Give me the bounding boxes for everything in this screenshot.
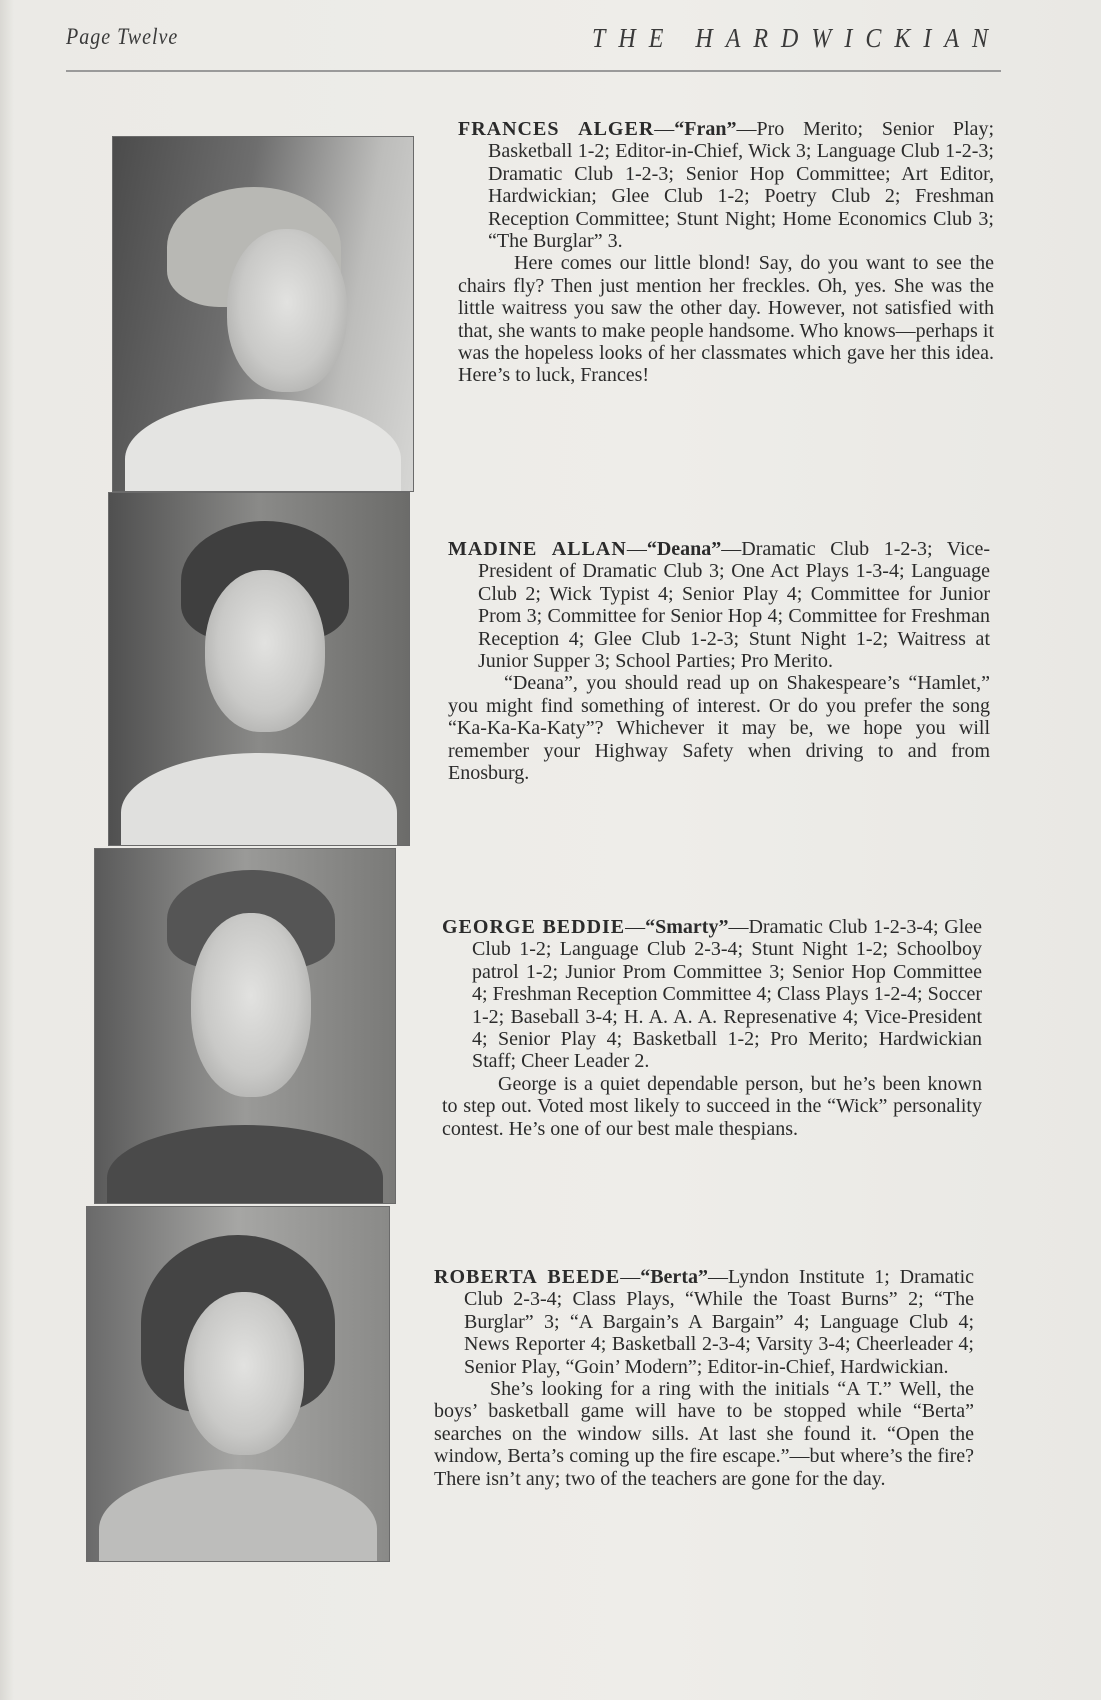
dash: — bbox=[736, 118, 757, 140]
face-shape bbox=[227, 229, 347, 392]
shoulders-shape bbox=[99, 1469, 377, 1562]
entry-bio: Here comes our little blond! Say, do you want to see the chairs fly? Then just mention her freckles. Oh, yes. She was the little waitress you saw the other day. However, not satisfied with that, she wants to make people handsome. Who knows—perhaps it was the hopeless looks of her classmates which gave her this idea. Here’s to luck, Frances! bbox=[458, 252, 994, 387]
dash: — bbox=[620, 1266, 641, 1288]
dash: — bbox=[707, 1266, 728, 1288]
activities-text: Lyndon Institute 1; Dramatic Club 2-3-4; Class Plays, “While the Toast Burns” 2; “The Burglar” 3; “A Bargain’s A Bargain” 4; Language Club 4; News Reporter 4; Basketball 2-3-4; Varsity 3-4; Cheerleader 4; Senior Play, “Goin’ Modern”; Editor-in-Chief, Hardwickian. bbox=[464, 1266, 974, 1378]
face-shape bbox=[205, 570, 325, 732]
student-name: MADINE ALLAN bbox=[448, 538, 627, 560]
entry-roberta-beede bbox=[434, 1266, 974, 1490]
dash: — bbox=[721, 538, 742, 560]
student-nickname: “Smarty” bbox=[645, 916, 729, 938]
shoulders-shape bbox=[107, 1125, 383, 1204]
shoulders-shape bbox=[125, 399, 401, 492]
entry-george-beddie bbox=[442, 916, 982, 1140]
entry-bio: George is a quiet dependable person, but he’s been known to step out. Voted most likely to succeed in the “Wick” personality contest. He’s one of our best male thespians. bbox=[442, 1072, 982, 1140]
face-shape bbox=[184, 1292, 305, 1455]
page-header bbox=[66, 22, 1001, 62]
activities-text: Pro Merito; Senior Play; Basketball 1-2; Editor-in-Chief, Wick 3; Language Club 1-2-3; Dramatic Club 1-2-3; Senior Hop Committee; Art Editor, Hardwickian; Glee Club 1-2; Poetry Club 2; Freshman Reception Committee; Stunt Night; Home Economics Club 3; “The Burglar” 3. bbox=[488, 118, 994, 253]
portrait-photo-frances-alger bbox=[112, 136, 414, 492]
publication-title: THE HARDWICKIAN bbox=[592, 23, 1001, 54]
entry-bio: She’s looking for a ring with the initials “A T.” Well, the boys’ basketball game will have to be stopped while “Berta” searches on the window sills. At last she found it. “Open the window, Berta’s coming up the fire escape.”—but where’s the fire? There isn’t any; two of the teachers are gone for the day. bbox=[434, 1378, 974, 1490]
face-shape bbox=[191, 913, 311, 1097]
dash: — bbox=[626, 538, 647, 560]
student-nickname: “Berta” bbox=[640, 1266, 708, 1288]
entry-bio: “Deana”, you should read up on Shakespeare’s “Hamlet,” you might find something of interest. Or do you prefer the song “Ka-Ka-Ka-Katy”? Whichever it may be, we hope you will remember your Highway Safety when driving to and from Enosburg. bbox=[448, 672, 990, 785]
student-name: FRANCES ALGER bbox=[458, 118, 655, 140]
dash: — bbox=[728, 916, 749, 938]
portrait-photo-george-beddie bbox=[94, 848, 396, 1204]
shoulders-shape bbox=[121, 753, 397, 846]
activities-text: Dramatic Club 1-2-3-4; Glee Club 1-2; Language Club 2-3-4; Stunt Night 1-2; Schoolboy patrol 1-2; Junior Prom Committee 3; Senior Hop Committee 4; Freshman Reception Committee 4; Class Plays 1-2-4; Soccer 1-2; Baseball 3-4; H. A. A. A. Represenative 4; Vice-President 4; Senior Play 4; Basketball 1-2; Pro Merito; Hardwickian Staff; Cheer Leader 2. bbox=[472, 916, 983, 1073]
entry-activities bbox=[458, 118, 994, 252]
entry-frances-alger bbox=[458, 118, 994, 387]
entry-activities bbox=[442, 916, 982, 1073]
student-name: ROBERTA BEEDE bbox=[434, 1266, 621, 1288]
student-name: GEORGE BEDDIE bbox=[442, 916, 626, 938]
dash: — bbox=[625, 916, 646, 938]
entry-activities bbox=[448, 538, 990, 672]
entry-activities bbox=[434, 1266, 974, 1378]
dash: — bbox=[654, 118, 675, 140]
header-rule bbox=[66, 70, 1001, 72]
portrait-photo-madine-allan bbox=[108, 492, 410, 846]
activities-text: Dramatic Club 1-2-3; Vice-President of Dramatic Club 3; One Act Plays 1-3-4; Language Club 2; Wick Typist 4; Senior Play 4; Committee for Junior Prom 3; Committee for Senior Hop 4; Committee for Freshman Reception 4; Glee Club 1-2-3; Stunt Night 1-2; Waitress at Junior Supper 3; School Parties; Pro Merito. bbox=[478, 538, 990, 673]
student-nickname: “Deana” bbox=[646, 538, 722, 560]
portrait-photo-roberta-beede bbox=[86, 1206, 390, 1562]
student-nickname: “Fran” bbox=[674, 118, 737, 140]
entry-madine-allan bbox=[448, 538, 990, 784]
page-number: Page Twelve bbox=[66, 24, 179, 50]
